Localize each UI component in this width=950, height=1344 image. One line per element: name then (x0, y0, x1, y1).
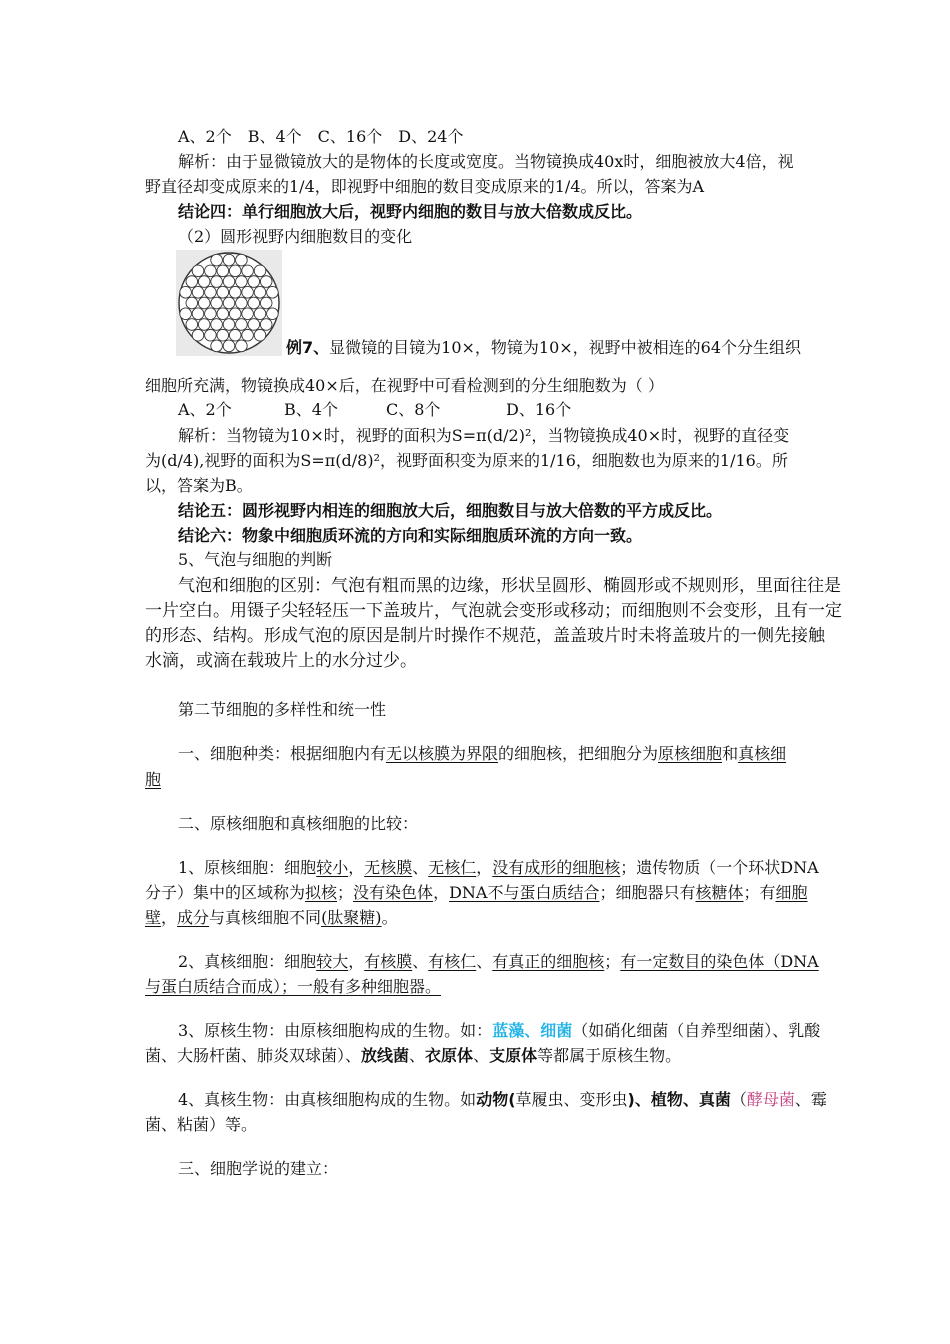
cell-circle (223, 276, 235, 288)
cell-circle (211, 319, 223, 331)
bubble-text-line4: 水滴，或滴在载玻片上的水分过少。 (145, 651, 417, 671)
eukaryotic-organisms-line2: 菌、粘菌）等。 (145, 1115, 258, 1134)
cell-circle (198, 319, 210, 331)
cell-circle (248, 297, 260, 309)
cell-circle (192, 308, 204, 320)
circular-field-cells-figure (176, 250, 282, 356)
cell-circle (217, 286, 229, 298)
comparison-heading: 二、原核细胞和真核细胞的比较： (178, 814, 419, 833)
example-7-text: 显微镜的目镜为10×，物镜为10×，视野中被相连的64个分生组织 (329, 338, 802, 357)
cell-circle (242, 265, 254, 277)
cell-circle (192, 329, 204, 341)
cell-circle (254, 286, 266, 298)
answer-options-6: A、2个 B、4个 C、16个 D、24个 (178, 127, 464, 146)
cell-circle (260, 319, 272, 331)
prokaryotic-organisms-line2: 菌、大肠杆菌、肺炎双球菌）、放线菌、衣原体、支原体等都属于原核生物。 (145, 1046, 682, 1065)
cell-circle (205, 308, 217, 320)
cell-circle (242, 286, 254, 298)
analysis-7-line3: 以，答案为B。 (145, 476, 253, 495)
cell-circle (205, 329, 217, 341)
analysis-7-line1: 解析：当物镜为10×时，视野的面积为S=π(d/2)²，当物镜换成40×时，视野的直径变 (178, 426, 790, 445)
cell-circle (248, 319, 260, 331)
cell-circle (229, 329, 241, 341)
analysis-7-line2: 为(d/4),视野的面积为S=π(d/8)²，视野面积变为原来的1/16，细胞数也为原来的1/16。所 (145, 451, 788, 470)
cell-circle (236, 319, 248, 331)
cell-circle (223, 340, 235, 352)
cell-circle (217, 308, 229, 320)
example-7-line2: 细胞所充满，物镜换成40×后，在视野中可看检测到的分生细胞数为（ ） (145, 376, 664, 395)
cell-circle (267, 308, 279, 320)
analysis-6-line1: 解析：由于显微镜放大的是物体的长度或宽度。当物镜换成40x时，细胞被放大4倍，视 (178, 152, 794, 171)
option-a: A、2个 (178, 400, 232, 419)
option-b: B、4个 (284, 400, 338, 419)
cell-circle (211, 340, 223, 352)
cell-circle (223, 254, 235, 266)
cell-circle (192, 265, 204, 277)
eukaryote-line2: 与蛋白质结合而成）；一般有多种细胞器。 (145, 977, 442, 996)
cell-circle (186, 297, 198, 309)
cell-circle (180, 308, 192, 320)
cell-circle (254, 308, 266, 320)
cell-circle (260, 276, 272, 288)
cell-circle (229, 286, 241, 298)
analysis-6-line2: 野直径却变成原来的1/4，即视野中细胞的数目变成原来的1/4。所以，答案为A (145, 177, 705, 196)
section-title: 第二节细胞的多样性和统一性 (178, 700, 387, 719)
cell-circle (254, 329, 266, 341)
cell-circle (229, 265, 241, 277)
subsection-bubble-vs-cell: 5、气泡与细胞的判断 (178, 550, 333, 569)
cell-circle (217, 265, 229, 277)
bubble-text-line2: 一片空白。用镊子尖轻轻压一下盖玻片，气泡就会变形或移动；而细胞则不会变形，且有一定 (145, 601, 842, 621)
cell-circle (186, 276, 198, 288)
option-c: C、8个 (386, 400, 441, 419)
prokaryotic-organisms-line1: 3、原核生物：由原核细胞构成的生物。如：蓝藻、细菌（如硝化细菌（自养型细菌）、乳酸 (178, 1021, 821, 1040)
cell-circle (192, 286, 204, 298)
conclusion-5: 结论五：圆形视野内相连的细胞放大后，细胞数目与放大倍数的平方成反比。 (178, 501, 723, 520)
cell-circle (242, 308, 254, 320)
bubble-text-line1: 气泡和细胞的区别：气泡有粗而黑的边缘，形状呈圆形、椭圆形或不规则形，里面往往是 (178, 576, 841, 596)
option-d: D、16个 (506, 400, 572, 419)
cell-circle (186, 319, 198, 331)
cell-circle (211, 297, 223, 309)
bubble-text-line3: 的形态、结构。形成气泡的原因是制片时操作不规范，盖盖玻片时未将盖玻片的一侧先接触 (145, 626, 825, 646)
cell-circle (198, 297, 210, 309)
cell-circle (242, 329, 254, 341)
cell-circle (223, 319, 235, 331)
prokaryote-line1: 1、原核细胞：细胞较小，无核膜、无核仁，没有成形的细胞核；遗传物质（一个环状DNA (178, 858, 819, 877)
prokaryote-line2: 分子）集中的区域称为拟核；没有染色体，DNA不与蛋白质结合；细胞器只有核糖体；有细胞 (145, 883, 808, 902)
cell-circle (267, 286, 279, 298)
cell-circle (223, 297, 235, 309)
cell-circle (236, 254, 248, 266)
example-7-line1 (286, 337, 801, 359)
eukaryotic-organisms-line1: 4、真核生物：由真核细胞构成的生物。如动物(草履虫、变形虫)、植物、真菌（酵母菌、霉 (178, 1090, 827, 1109)
cell-circle (205, 286, 217, 298)
cell-circle (236, 340, 248, 352)
conclusion-6: 结论六：物象中细胞质环流的方向和实际细胞质环流的方向一致。 (178, 526, 643, 545)
example-7-label: 例7、 (286, 338, 330, 357)
cell-circle (211, 254, 223, 266)
cell-theory-heading: 三、细胞学说的建立： (178, 1159, 339, 1178)
cell-circle (205, 265, 217, 277)
cell-circle (236, 297, 248, 309)
cell-circle (180, 286, 192, 298)
cell-circle (260, 297, 272, 309)
cell-circle (211, 276, 223, 288)
subsection-circular-field: （2）圆形视野内细胞数目的变化 (178, 227, 413, 246)
cell-types-line1: 一、细胞种类：根据细胞内有无以核膜为界限的细胞核，把细胞分为原核细胞和真核细 (178, 744, 787, 763)
eukaryote-line1: 2、真核细胞：细胞较大，有核膜、有核仁、有真正的细胞核；有一定数目的染色体（DNA (178, 952, 819, 971)
conclusion-4: 结论四：单行细胞放大后，视野内细胞的数目与放大倍数成反比。 (178, 202, 643, 221)
cell-circle (248, 276, 260, 288)
cell-circle (229, 308, 241, 320)
cell-circle (254, 265, 266, 277)
cell-types-line2: 胞 (145, 770, 162, 789)
cell-circle (217, 329, 229, 341)
prokaryote-line3: 壁，成分与真核细胞不同(肽聚糖)。 (145, 908, 398, 927)
cell-circle (236, 276, 248, 288)
cell-circle (198, 276, 210, 288)
